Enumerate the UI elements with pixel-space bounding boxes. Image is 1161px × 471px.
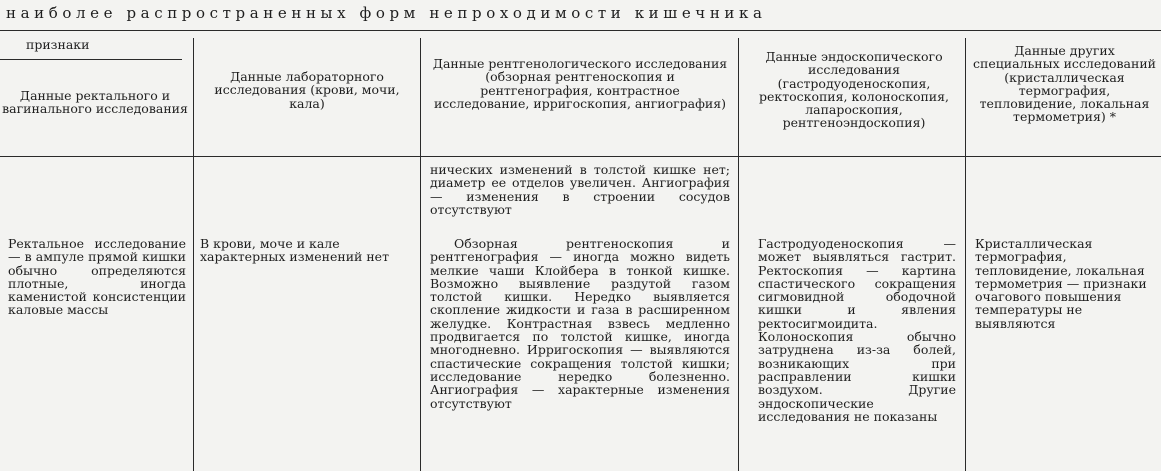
cell-rectal: Ректальное исследование — в ампуле прямой кишки обычно определяются плотные, иногда каменистой консистенции каловые массы [8,236,186,318]
column-divider [738,38,739,471]
header-bottom-rule [0,156,1161,157]
cell-endoscopy: Гастродуоденоскопия — может выявляться гастрит. Ректоскопия — картина спастического сокращения сигмовидной ободочной кишки и явления ректосигмоидита. Колоноскопия обычно затруднена из-за болей, возникающих при расправлении кишки воздухом. Другие эндоскопические исследования не показаны [758,236,956,424]
header-endoscopy: Данные эндоскопического исследования (гастродуоденоскопия, ректоскопия, колоноскопия, лапароскопия, рентгеноэндоскопия) [758,49,949,131]
column-divider [193,38,194,471]
column-divider [965,38,966,471]
column-divider [420,38,421,471]
cell-laboratory: В крови, моче и кале характерных изменений нет [200,236,389,265]
cell-special: Кристаллическая термография, тепловидение, локальная термометрия — признаки очагового повышения температуры не выявляются [975,236,1147,331]
table-caption: наиболее распространенных форм непроходимости кишечника [6,4,767,22]
cell-radiology-continued: нических изменений в толстой кишке нет; диаметр ее отделов увеличен. Ангиография — изменения в строении сосудов отсутствуют [430,162,730,217]
header-laboratory: Данные лабораторного исследования (крови, мочи, кала) [214,69,400,111]
header-special: Данные других специальных исследований (кристаллическая термография, тепловидение, локальная термометрия) * [973,43,1156,125]
cell-radiology: Обзорная рентгеноскопия и рентгенография — иногда можно видеть мелкие чаши Клойбера в тонкой кишке. Возможно выявление раздутой газом толстой кишки. Нередко выявляется скопление жидкости и газа в расширенном желудке. Контрастная взвесь медленно продвигается по толстой кишке, иногда многодневно. Ирригоскопия — выявляются спастические сокращения толстой кишки; исследование нередко болезненно. Ангиография — характерные изменения отсутствуют [430,236,730,411]
group-label: признаки [26,37,90,52]
header-radiology: Данные рентгенологического исследования (обзорная рентгеноскопия и рентгенография, контрастное исследование, ирригоскопия, ангиография) [432,56,728,111]
header-rectal: Данные ректального и вагинального исследования [2,88,188,117]
top-rule [0,30,1161,31]
group-label-rule [0,59,182,60]
